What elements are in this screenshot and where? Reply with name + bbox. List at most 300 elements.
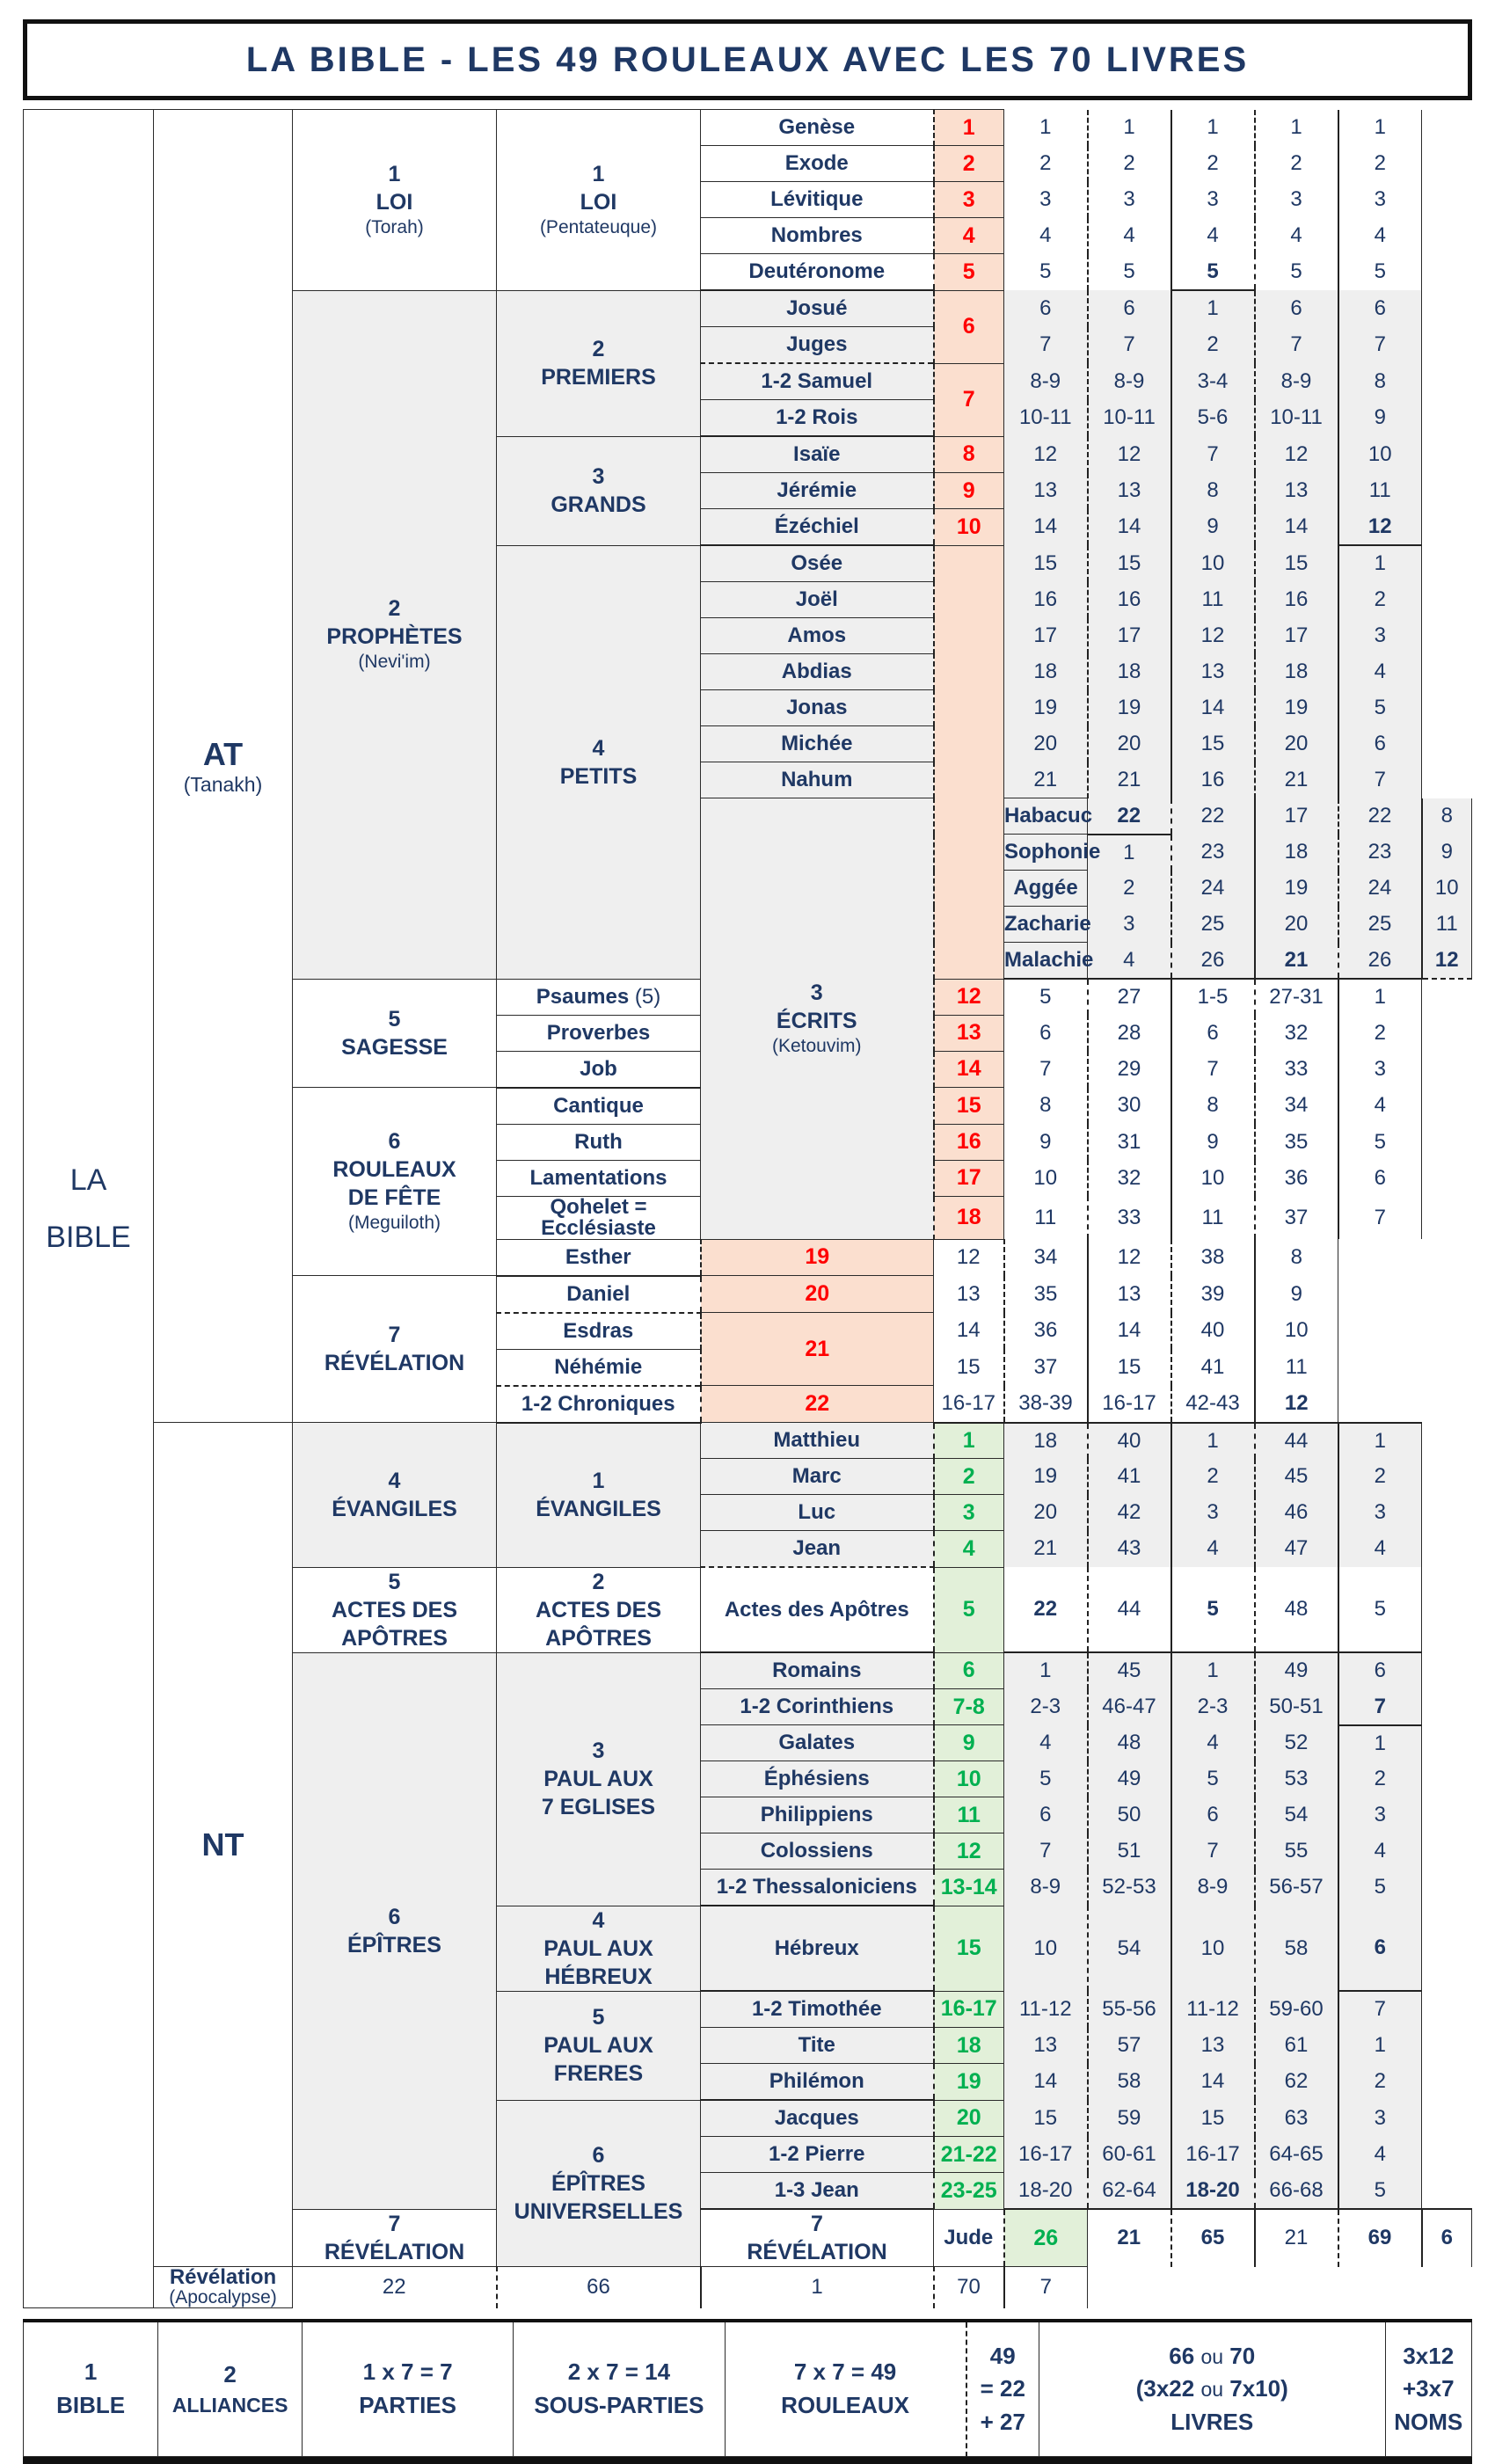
part-subtitle: (Torah) [365,216,424,237]
scroll-number-value: 2 [962,1463,975,1489]
number-col-5: 7 [1338,327,1422,364]
number-col-4: 38 [1171,1239,1255,1276]
page-title-box [23,19,1472,100]
number-col-5: 6 [1338,1906,1422,1991]
summary-bible [24,2321,158,2457]
number-col-1: 2-3 [1004,1689,1088,1725]
number-col-5: 6 [1338,1652,1422,1689]
scroll-number [934,545,1004,979]
number-col-2: 36 [1004,1313,1088,1350]
subpart-num: 5 [388,1006,401,1032]
number-col-1: 10 [1004,1160,1088,1196]
book-title: Lévitique [770,187,864,211]
part-subtitle: (Nevi'im) [358,652,431,673]
number-col-4: 23 [1338,835,1422,871]
number-col-2: 13 [1088,473,1171,509]
scroll-number [934,473,1004,509]
number-col-3: 1 [1171,290,1255,327]
number-col-2: 23 [1171,835,1255,871]
number-col-4: 19 [1255,690,1338,726]
scroll-number-value: 12 [956,984,981,1009]
book-title: Éphésiens [763,1767,870,1790]
scroll-number [934,363,1004,436]
book-note: (5) [634,984,661,1009]
scroll-number-value: 13-14 [940,1874,997,1899]
number-col-5: 9 [1338,400,1422,437]
number-col-4: 62 [1255,2064,1338,2101]
summary-noms-l2: +3x7 [1402,2375,1455,2402]
number-col-4: 26 [1338,943,1422,980]
book-title: Hébreux [774,1935,859,1960]
summary-rouleaux-label: ROULEAUX [781,2392,910,2419]
book-title: Sophonie [1004,840,1101,864]
scroll-number [934,1906,1004,1991]
number-col-5: 5 [1338,254,1422,291]
number-col-3: 1 [1171,110,1255,146]
scroll-number-value: 4 [962,1535,975,1561]
number-col-4: 53 [1255,1761,1338,1797]
subpart-name: ROULEAUX DE FÊTE [332,1157,456,1211]
number-col-1: 6 [1004,1797,1088,1833]
part-name: PROPHÈTES [326,624,463,650]
number-col-5: 11 [1338,473,1422,509]
subpart-3-petits [497,545,701,979]
number-col-5: 3 [1338,618,1422,654]
scroll-number [934,1531,1004,1568]
scroll-number-value: 1 [962,1427,975,1453]
scroll-number [934,2137,1004,2173]
book-title: Michée [781,732,853,755]
number-col-4: 33 [1255,1051,1338,1088]
number-col-2: 55-56 [1088,1991,1171,2028]
number-col-2: 5 [1088,254,1171,291]
number-col-4: 50-51 [1255,1689,1338,1725]
number-col-2: 28 [1088,1015,1171,1051]
number-col-1: 11 [1004,1196,1088,1239]
summary-parties-num: 1 x 7 = 7 [362,2358,453,2386]
number-col-1: 15 [1004,2100,1088,2137]
number-col-1: 13 [934,1276,1004,1313]
number-col-1: 2 [1088,871,1171,907]
scroll-number [934,254,1004,291]
book-name [701,1761,934,1797]
book-name [497,1160,701,1196]
scroll-number [934,1495,1004,1531]
number-col-1: 13 [1004,473,1088,509]
scroll-number [934,218,1004,254]
number-col-2: 41 [1088,1459,1171,1495]
scroll-number-value: 9 [962,477,975,503]
book-name [497,1051,701,1088]
number-col-3: 11 [1171,1196,1255,1239]
bible-label-line2: BIBLE [46,1220,131,1254]
scroll-number-value: 16 [956,1129,981,1154]
number-col-5: 3 [1338,1051,1422,1088]
part-name: ACTES DES APÔTRES [331,1597,458,1651]
bible-structure-table [23,109,1472,2308]
number-col-3: 19 [1255,871,1338,907]
summary-roll-count [966,2321,1039,2457]
number-col-3: 7 [1171,1833,1255,1870]
scroll-number [934,1725,1004,1761]
scroll-number [934,1459,1004,1495]
number-col-3: 10 [1171,1160,1255,1196]
number-col-1: 18 [1004,654,1088,690]
number-col-1: 15 [934,1349,1004,1386]
part-num: 2 [388,596,401,622]
subpart-num: 6 [388,1129,401,1155]
number-col-3: 8 [1171,1088,1255,1125]
subpart-num: 7 [388,1323,401,1347]
part-num: 1 [388,161,401,186]
book-title: Daniel [566,1281,631,1306]
number-col-3: 7 [1171,436,1255,473]
number-col-5: 1 [1338,979,1422,1015]
number-col-3: 5 [1171,1567,1255,1652]
scroll-number-value: 7-8 [952,1694,985,1719]
number-col-5: 1 [1338,1423,1422,1459]
scroll-number [934,1160,1004,1196]
summary-alliances-label: ALLIANCES [171,2394,288,2417]
number-col-3: 12 [1171,618,1255,654]
number-col-5: 7 [1004,2267,1088,2308]
subpart-num: 1 [592,1469,605,1493]
number-col-2: 4 [1088,218,1171,254]
number-col-1: 6 [1004,1015,1088,1051]
book-name [497,1276,701,1313]
subpart-name: RÉVÉLATION [324,1351,465,1375]
number-col-3: 13 [1171,654,1255,690]
number-col-5: 4 [1338,654,1422,690]
number-col-1: 8 [1004,1088,1088,1125]
scroll-number-value: 10 [956,514,981,539]
table-row [24,110,1472,146]
summary-bible-num: 1 [84,2358,98,2386]
scroll-number-value: 23-25 [940,2177,997,2203]
book-name [701,1567,934,1652]
scroll-number [934,2100,1004,2137]
scroll-number-value: 21-22 [940,2141,997,2167]
book-name [701,182,934,218]
subpart-11-paul-aux-freres [497,1991,701,2100]
number-col-2: 18 [1088,654,1171,690]
number-col-3: 13 [1171,2028,1255,2064]
number-col-5: 10 [1422,871,1472,907]
testament-nt [154,1423,293,2267]
book-title: Juges [786,332,848,356]
summary-sousparties [514,2321,725,2457]
number-col-2: 62-64 [1088,2173,1171,2210]
book-name [701,146,934,182]
subpart-num: 2 [592,1569,605,1594]
number-col-4: 22 [1338,798,1422,835]
testament-name: NT [201,1826,244,1863]
part--crits [701,798,934,1240]
book-name [701,1991,934,2028]
number-col-3: 5 [1171,1761,1255,1797]
number-col-2: 37 [1004,1349,1088,1386]
number-col-4: 12 [1255,436,1338,473]
number-col-3: 10 [1171,1906,1255,1991]
number-col-5: 5 [1338,690,1422,726]
scroll-number [934,1015,1004,1051]
number-col-4: 56-57 [1255,1870,1338,1906]
scroll-number [934,1652,1004,1689]
book-title: Joël [795,587,838,611]
number-col-5: 1 [1338,1725,1422,1761]
scroll-number-value: 17 [956,1165,981,1190]
subpart-num: 1 [592,161,605,186]
number-col-1: 21 [1004,762,1088,798]
number-col-1: 16-17 [934,1386,1004,1423]
part-num: 6 [388,1904,401,1929]
number-col-5: 4 [1338,1833,1422,1870]
number-col-3: 11-12 [1171,1991,1255,2028]
part-loi [293,110,497,291]
number-col-5: 8 [1255,1239,1338,1276]
number-col-4: 55 [1255,1833,1338,1870]
scroll-number [1004,2209,1088,2267]
number-col-3: 2 [1171,1459,1255,1495]
number-col-5: 6 [1338,1160,1422,1196]
book-name [1004,835,1101,871]
summary-noms-label: NOMS [1394,2408,1463,2435]
page-title: LA BIBLE - LES 49 ROULEAUX AVEC LES 70 LIVRES [245,40,1250,79]
book-name [701,582,934,618]
number-col-4: 5 [1255,254,1338,291]
number-col-2: 30 [1088,1088,1171,1125]
scroll-number-value: 19 [805,1244,830,1270]
book-name [497,1313,701,1350]
number-col-2: 21 [1088,762,1171,798]
book-name [701,327,934,364]
subpart-13-r-v-lation [701,2209,934,2267]
part-name: ÉPÎTRES [347,1932,441,1957]
part-proph-tes [293,290,497,979]
number-col-4: 49 [1255,1652,1338,1689]
scroll-number-value: 6 [962,314,975,339]
scroll-number-value: 16-17 [940,1996,997,2022]
number-col-5: 6 [1422,2209,1472,2267]
number-col-2: 3 [1088,182,1171,218]
scroll-number [934,1797,1004,1833]
number-col-5: 5 [1338,1870,1422,1906]
scroll-number-value: 19 [956,2068,981,2094]
number-col-4: 15 [1255,545,1338,582]
number-col-3: 2-3 [1171,1689,1255,1725]
number-col-2: 34 [1004,1239,1088,1276]
number-col-1: 14 [934,1313,1004,1350]
number-col-1: 16-17 [1004,2137,1088,2173]
book-title: Isaïe [793,442,841,466]
number-col-1: 21 [1004,1531,1088,1568]
number-col-2: 27 [1088,979,1171,1015]
book-title: Néhémie [554,1354,643,1379]
number-col-3: 21 [1255,2209,1338,2267]
subpart-name: GRANDS [551,492,646,517]
book-title: 1-2 Samuel [761,369,873,393]
subpart-name: SAGESSE [341,1034,448,1060]
subpart-8-actes-des-ap-tres [497,1567,701,1652]
number-col-4: 37 [1255,1196,1338,1239]
scroll-number [934,1761,1004,1797]
summary-noms [1385,2321,1471,2457]
subpart-name: RÉVÉLATION [747,2240,887,2264]
number-col-4: 46 [1255,1495,1338,1531]
part-actes-des-ap-tres [293,1567,497,1652]
number-col-4: 41 [1171,1349,1255,1386]
book-subtitle: (Apocalypse) [169,2287,277,2307]
book-name [701,726,934,762]
scroll-number [934,2028,1004,2064]
subpart-name: PETITS [559,763,638,789]
book-name [497,1124,701,1160]
number-col-4: 35 [1255,1124,1338,1160]
book-title: Ruth [574,1129,623,1154]
book-name [701,545,934,582]
scroll-number [934,979,1004,1015]
number-col-2: 44 [1088,1567,1171,1652]
book-name [701,762,934,798]
book-name [701,1495,934,1531]
number-col-4: 4 [1255,218,1338,254]
scroll-number [701,1239,934,1276]
summary-rouleaux-num: 7 x 7 = 49 [793,2358,897,2386]
book-title: 1-2 Timothée [751,1997,882,2021]
number-col-3: 15 [1171,726,1255,762]
book-name [497,1349,701,1386]
summary-livres-line1: 66 ou 70 [1169,2342,1256,2369]
summary-parties [302,2321,513,2457]
scroll-number-value: 3 [962,186,975,212]
book-title: Amos [787,623,847,647]
subpart-name: ACTES DES APÔTRES [535,1597,662,1651]
number-col-2: 57 [1088,2028,1171,2064]
number-col-4: 21 [1255,762,1338,798]
scroll-number [934,1870,1004,1906]
book-name [701,509,934,546]
part-num: 7 [388,2211,401,2236]
scroll-number [934,2064,1004,2101]
book-title: Qohelet = Ecclésiaste [541,1194,656,1240]
number-col-2: 66 [497,2267,701,2308]
number-col-1: 12 [934,1239,1004,1276]
book-title: 1-3 Jean [774,2178,859,2202]
book-name [701,473,934,509]
number-col-5: 11 [1255,1349,1338,1386]
scroll-number [934,1423,1004,1459]
number-col-2: 14 [1088,509,1171,546]
number-col-3: 4 [1171,1725,1255,1761]
number-col-2: 40 [1088,1423,1171,1459]
number-col-2: 58 [1088,2064,1171,2101]
book-title: Actes des Apôtres [724,1597,909,1622]
number-col-4: 2 [1255,146,1338,182]
number-col-2: 54 [1088,1906,1171,1991]
number-col-4: 36 [1255,1160,1338,1196]
number-col-5: 6 [1338,290,1422,327]
part--p-tres [293,1652,497,2209]
number-col-5: 3 [1338,1797,1422,1833]
book-name [1004,871,1088,907]
number-col-2: 1 [1088,110,1171,146]
number-col-2: 17 [1088,618,1171,654]
table-row [24,1423,1472,1459]
book-name [701,2137,934,2173]
number-col-4: 10-11 [1255,400,1338,437]
subpart-num: 6 [592,2142,605,2168]
subpart-0-loi [497,110,701,291]
number-col-2: 19 [1088,690,1171,726]
number-col-1: 19 [1004,1459,1088,1495]
number-col-2: 8-9 [1088,363,1171,400]
number-col-2: 46-47 [1088,1689,1171,1725]
subpart-9-paul-aux-7-eglises [497,1652,701,1906]
testament-at [154,110,293,1423]
number-col-3: 5-6 [1171,400,1255,437]
number-col-1: 4 [1004,1725,1088,1761]
scroll-number-value: 15 [956,1092,981,1118]
number-col-5: 9 [1422,835,1472,871]
number-col-5: 2 [1338,1459,1422,1495]
number-col-5: 4 [1338,1088,1422,1125]
number-col-4: 48 [1255,1567,1338,1652]
book-title: Luc [798,1500,836,1524]
book-title: Abdias [781,660,852,683]
number-col-4: 39 [1171,1276,1255,1313]
number-col-1: 4 [1088,943,1171,980]
scroll-number-value: 18 [956,1205,981,1229]
number-col-5: 8 [1338,363,1422,400]
summary-sousparties-num: 2 x 7 = 14 [567,2358,671,2386]
part-name: LOI [376,189,413,215]
number-col-1: 1 [1004,1652,1088,1689]
number-col-3: 18-20 [1171,2173,1255,2210]
part-subtitle: (Ketouvim) [771,1035,862,1056]
number-col-4: 16 [1255,582,1338,618]
number-col-4: 20 [1255,726,1338,762]
number-col-1: 19 [1004,690,1088,726]
number-col-2: 52-53 [1088,1870,1171,1906]
book-title: Esdras [563,1318,634,1343]
part-num: 5 [388,1569,401,1594]
book-name [497,1239,701,1276]
number-col-3: 9 [1171,509,1255,546]
number-col-3: 8-9 [1171,1870,1255,1906]
book-title: Philémon [769,2069,864,2093]
scroll-number-value: 10 [956,1766,981,1791]
part-r-v-lation [293,2209,497,2267]
number-col-1: 14 [1004,2064,1088,2101]
book-name [701,1459,934,1495]
scroll-number-value: 8 [962,441,975,467]
number-col-4: 40 [1171,1313,1255,1350]
book-name [701,1797,934,1833]
scroll-number-value: 20 [805,1281,830,1306]
summary-alliances [158,2321,303,2457]
summary-parties-label: PARTIES [359,2392,456,2419]
number-col-2: 15 [1088,545,1171,582]
summary-roll-l3: + 27 [980,2408,1025,2435]
summary-livres-line2: (3x22 ou 7x10) [1135,2375,1288,2402]
table-row [24,2267,1472,2308]
number-col-5: 3 [1338,182,1422,218]
number-col-4: 34 [1255,1088,1338,1125]
scroll-number-value: 26 [1033,2225,1059,2250]
book-name [701,1423,934,1459]
summary-livres [1039,2321,1385,2457]
subpart-name: PAUL AUX 7 EGLISES [541,1767,656,1819]
